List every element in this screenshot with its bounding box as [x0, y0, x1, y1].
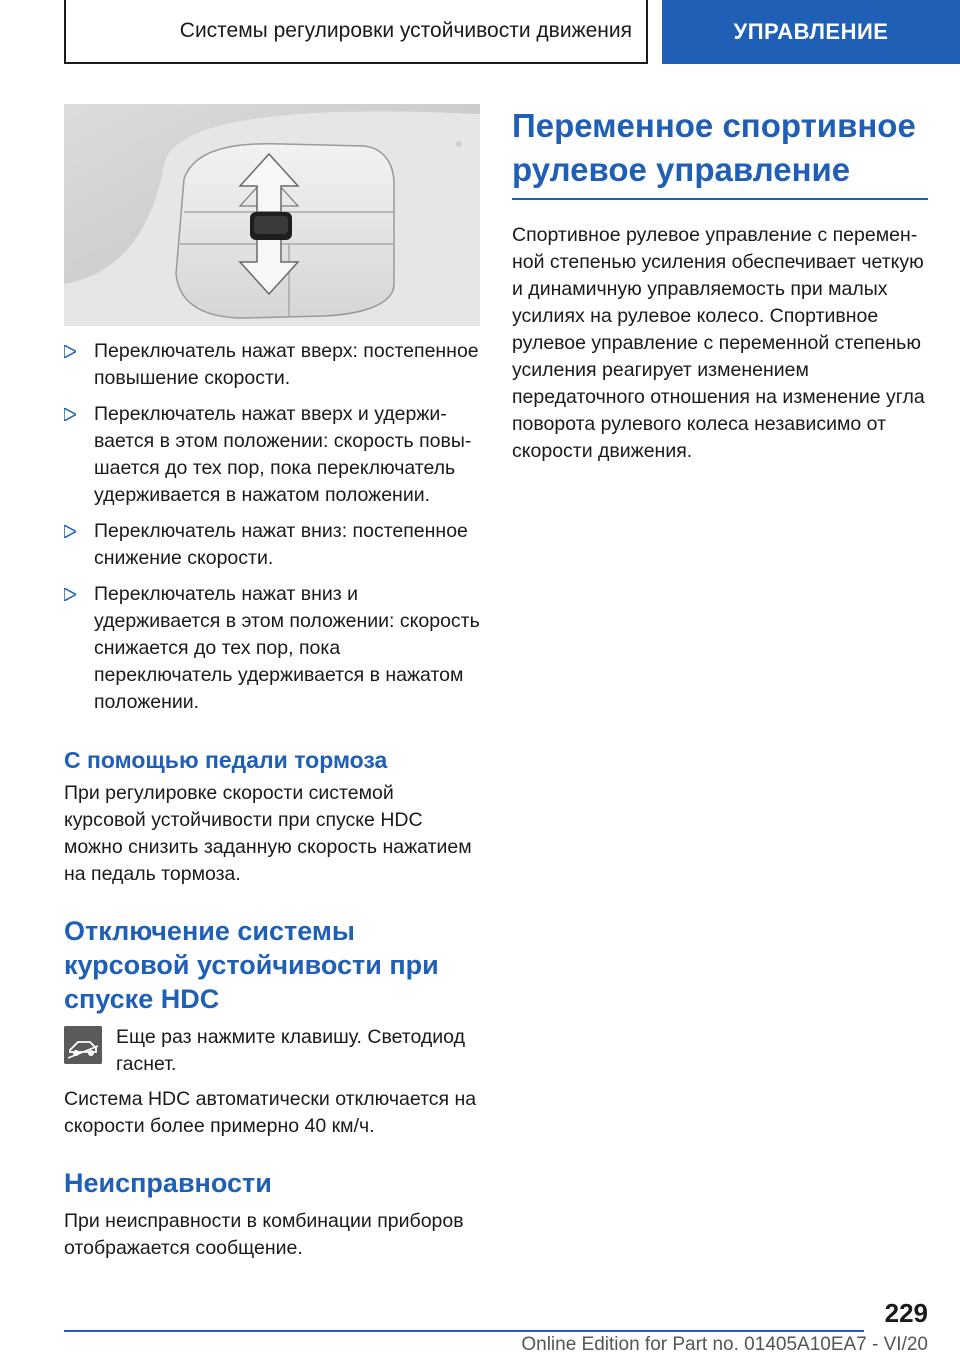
edition-footer: Online Edition for Part no. 01405A10EA7 - VI/20 — [521, 1334, 928, 1355]
list-item: Переключатель нажат вверх: постепенное повышение скорости. — [64, 338, 480, 392]
brake-pedal-text: При регулировке скорости системой курсовой устойчивости при спуске HDC можно снизить заданную скорость нажатием на педаль тормоза. — [64, 782, 472, 885]
brake-pedal-heading: С помощью педали тормоза — [64, 747, 388, 773]
page-number: 229 — [884, 1298, 928, 1328]
bullet-triangle-icon — [64, 408, 76, 421]
hdc-instruction-text: Еще раз нажмите клавишу. Светодиод гаснет. — [116, 1026, 465, 1075]
variable-sport-steering-heading: Переменное спортивное рулевое управление — [512, 104, 928, 200]
switch-bullet-list — [64, 338, 480, 716]
running-header — [64, 0, 648, 64]
steering-wheel-switch-illustration — [64, 104, 480, 326]
hdc-button-icon — [64, 1026, 102, 1064]
bullet-triangle-icon — [64, 525, 76, 538]
faults-heading: Неисправности — [64, 1168, 272, 1198]
hdc-auto-off-text: Система HDC автоматически отключается на скорости более примерно 40 км/ч. — [64, 1088, 477, 1137]
right-column — [512, 104, 928, 465]
footer-divider — [64, 1330, 864, 1332]
bullet-triangle-icon — [64, 345, 76, 358]
section-title: Системы регулировки устойчивости движения — [179, 19, 632, 42]
left-column — [64, 104, 480, 1262]
hdc-off-heading: Отключение системы курсовой устойчивости при спуске HDC — [64, 916, 439, 1014]
bullet-triangle-icon — [64, 588, 76, 601]
hdc-instruction-row — [64, 1024, 480, 1078]
variable-sport-steering-text: Спортивное рулевое управление с переменной степенью усиления обеспечивает четкую и динамичную управляемость при малых усилиях на рулевое колесо. Спортивное рулевое управление с переменной степенью усиления реагирует изменением передаточного отношения на изменение угла поворота рулевого колеса независимо от скорости движения. — [512, 224, 925, 462]
chapter-label: УПРАВЛЕНИЕ — [733, 19, 889, 44]
faults-text: При неисправности в комбинации приборов отображается сообщение. — [64, 1210, 464, 1259]
list-item: Переключатель нажат вниз и удерживается в этом положении: скорость снижается до тех пор, пока переключатель удерживается в нажатом положении. — [64, 581, 480, 716]
chapter-tab — [662, 0, 960, 64]
list-item: Переключатель нажат вверх и удерживается в этом положении: скорость повышается до тех пор, пока переключатель удерживается в нажатом положении. — [64, 401, 480, 509]
list-item: Переключатель нажат вниз: постепенное снижение скорости. — [64, 518, 480, 572]
